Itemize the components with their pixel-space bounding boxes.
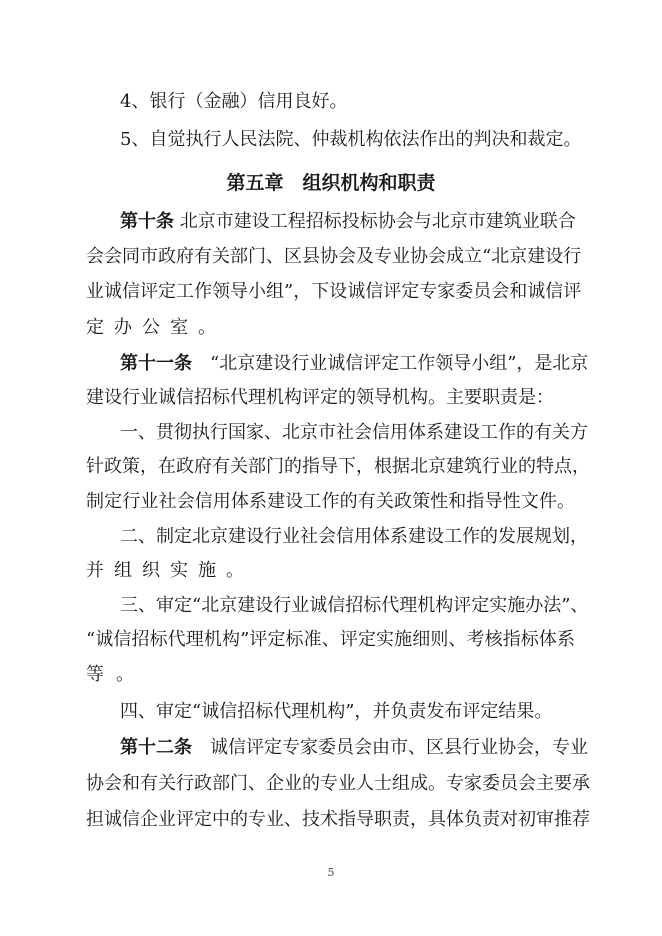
article-label: 第十一条 xyxy=(120,353,192,374)
text-line: 业诚信评定工作领导小组”，下设诚信评定专家委员会和诚信评 xyxy=(86,281,582,302)
chapter-heading: 第五章 组织机构和职责 xyxy=(226,172,436,194)
text-line: 针政策，在政府有关部门的指导下，根据北京建筑行业的特点， xyxy=(86,456,590,477)
article-10-line xyxy=(120,209,575,235)
text-line: 并组织实施。 xyxy=(86,560,244,581)
article-text: “北京建设行业诚信评定工作领导小组”，是北京 xyxy=(192,353,589,374)
text-line: 四、审定“诚信招标代理机构”，并负责发布评定结果。 xyxy=(120,701,553,722)
text-line: 协会和有关行政部门、企业的专业人士组成。专家委员会主要承 xyxy=(86,773,590,794)
article-12-line xyxy=(120,735,588,761)
text-line: 定办公室。 xyxy=(86,317,216,338)
text-line: 一、贯彻执行国家、北京市社会信用体系建设工作的有关方 xyxy=(120,422,588,443)
text-line: “诚信招标代理机构”评定标准、评定实施细则、考核指标体系 xyxy=(86,629,575,650)
text-line: 建设行业诚信招标代理机构评定的领导机构。主要职责是： xyxy=(86,387,554,408)
list-item-4: 4、银行（金融）信用良好。 xyxy=(120,91,348,112)
article-text: 北京市建设工程招标投标协会与北京市建筑业联合 xyxy=(174,211,576,232)
article-label: 第十二条 xyxy=(120,737,192,758)
page-number: 5 xyxy=(327,866,335,879)
text-line: 等。 xyxy=(86,664,134,685)
article-label: 第十条 xyxy=(120,211,174,232)
text-line: 担诚信企业评定中的专业、技术指导职责，具体负责对初审推荐 xyxy=(86,809,590,830)
text-line: 三、审定“北京建设行业诚信招标代理机构评定实施办法”、 xyxy=(120,595,589,616)
article-text: 诚信评定专家委员会由市、区县行业协会，专业 xyxy=(192,737,588,758)
text-line: 二、制定北京建设行业社会信用体系建设工作的发展规划， xyxy=(120,526,588,547)
text-line: 会会同市政府有关部门、区县协会及专业协会成立“北京建设行 xyxy=(86,246,582,267)
list-item-5: 5、自觉执行人民法院、仲裁机构依法作出的判决和裁定。 xyxy=(120,129,582,150)
article-11-line xyxy=(120,351,589,377)
text-line: 制定行业社会信用体系建设工作的有关政策性和指导性文件。 xyxy=(86,491,575,512)
